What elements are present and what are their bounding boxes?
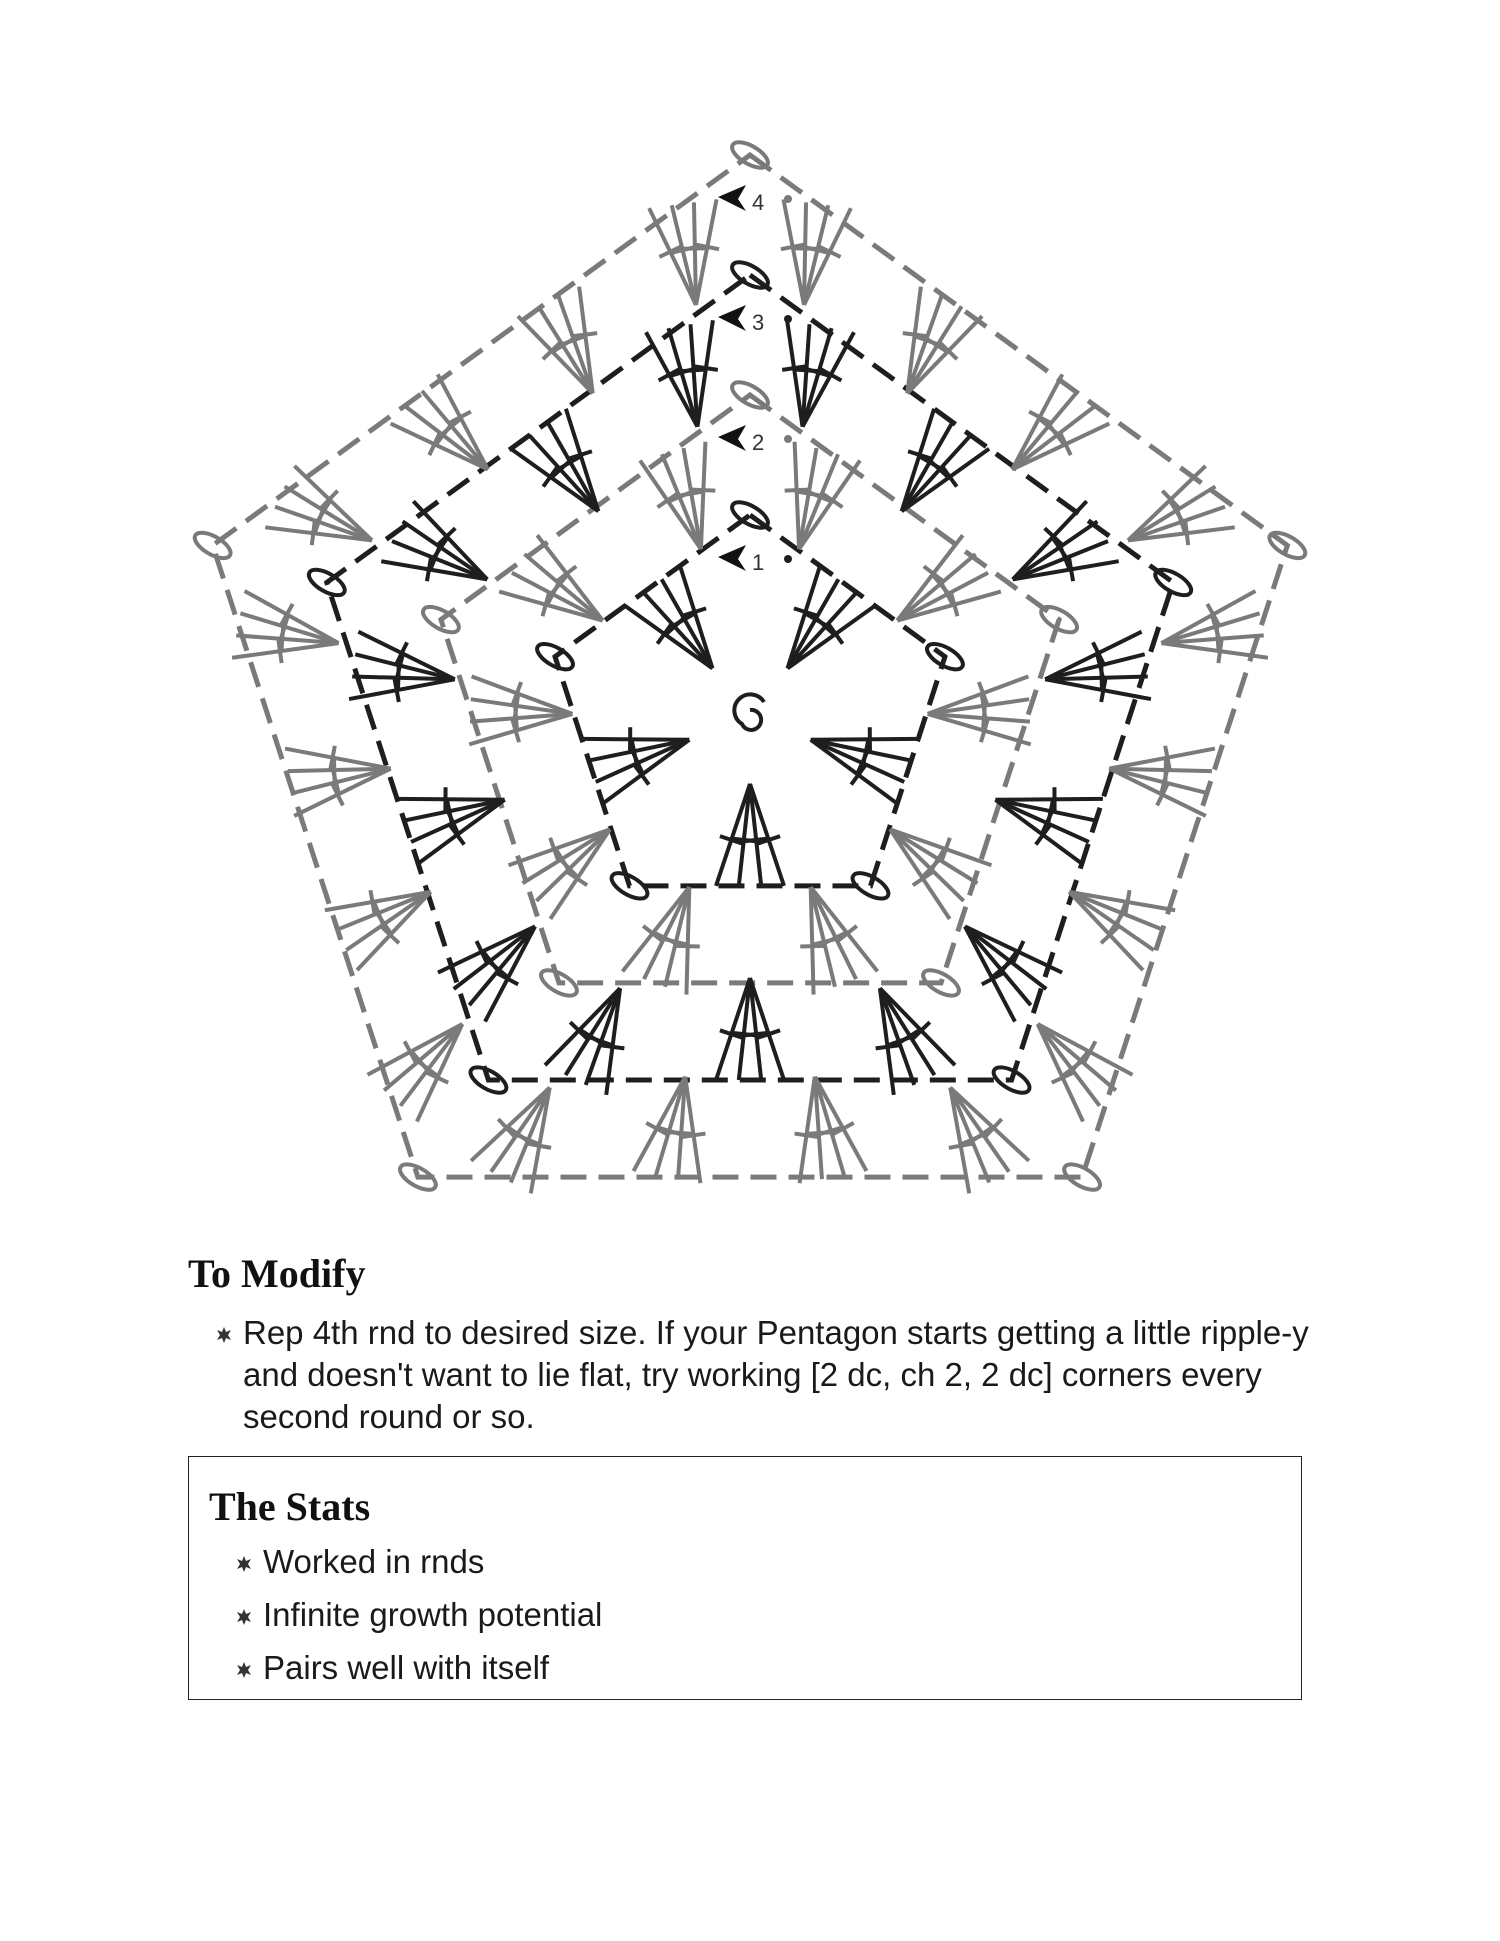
- stitch-line: [880, 988, 955, 1065]
- stitch-crossbar: [334, 758, 335, 782]
- stitch-line: [1045, 679, 1151, 699]
- stitch-crossbar: [800, 946, 824, 947]
- stitch-line: [907, 316, 982, 393]
- stitch-line: [518, 316, 593, 393]
- list-item: [235, 1541, 602, 1583]
- stitch-line: [1109, 769, 1206, 816]
- stitch-line: [1012, 374, 1062, 469]
- stitch-line: [536, 829, 610, 901]
- list-item: [235, 1647, 602, 1689]
- stitch-line: [1038, 1024, 1133, 1075]
- stitch-crossbar: [807, 1132, 831, 1134]
- stitch-line: [1012, 391, 1078, 470]
- stitch-line: [1045, 677, 1148, 680]
- stitch-line: [804, 208, 851, 305]
- stitch-line: [995, 799, 1103, 800]
- stitch-line: [902, 449, 989, 512]
- stitch-line: [1128, 466, 1206, 540]
- stitch-crossbar: [1185, 521, 1188, 545]
- stitch-crossbar: [676, 946, 700, 947]
- stats-item-text: Worked in rnds: [263, 1543, 485, 1580]
- stitch-line: [582, 739, 690, 740]
- stitch-line: [550, 829, 609, 919]
- stitch-crossbar: [903, 333, 927, 336]
- stitch-line: [1109, 749, 1215, 769]
- stitch-line: [649, 208, 696, 305]
- stitch-crossbar: [785, 490, 809, 491]
- stitch-line: [485, 926, 535, 1021]
- stitch-line: [1045, 632, 1141, 680]
- stats-box: [188, 1456, 1302, 1700]
- round-arrow-icon: [718, 185, 746, 211]
- stitch-crossbar: [573, 333, 597, 336]
- stitch-line: [800, 1077, 815, 1183]
- stitch-line: [1038, 1024, 1116, 1090]
- round-number-label: 1: [752, 550, 765, 575]
- stitch-line: [787, 320, 802, 426]
- stitch-line: [965, 926, 1031, 1005]
- chain-loop: [1151, 565, 1195, 601]
- slip-stitch-dot: [784, 315, 792, 323]
- to-modify-list: [215, 1312, 1325, 1438]
- stitch-crossbar: [682, 370, 706, 372]
- stitch-line: [890, 829, 964, 901]
- round-outline: [441, 395, 1059, 983]
- round-arrow-icon: [718, 545, 746, 571]
- stitch-crossbar: [1069, 558, 1073, 582]
- stitch-crossbar: [1101, 666, 1102, 690]
- stitch-line: [697, 320, 712, 426]
- stitch-line: [511, 449, 598, 512]
- stitch-crossbar: [691, 490, 715, 491]
- stitch-crossbar: [312, 521, 315, 545]
- stitch-line: [232, 643, 339, 658]
- round-arrow-icon: [718, 305, 746, 331]
- stitch-line: [694, 202, 696, 305]
- stitch-line: [422, 391, 488, 470]
- modify-item-text: Rep 4th rnd to desired size. If your Pentagon starts getting a little ripple-y and doesn't want to lie flat, try working [2 dc, ch 2, 2 dc] corners every second round or so.: [243, 1314, 1309, 1435]
- stitch-line: [890, 829, 949, 919]
- round-arrow-icon: [718, 425, 746, 451]
- stitch-line: [897, 535, 962, 620]
- chain-loop: [1060, 1159, 1104, 1195]
- stitch-line: [294, 769, 391, 816]
- magic-ring-icon: [734, 694, 764, 730]
- slip-stitch-dot: [784, 195, 792, 203]
- to-modify-title: To Modify: [188, 1251, 366, 1296]
- stitch-crossbar: [680, 492, 704, 496]
- stitch-crossbar: [601, 1045, 625, 1048]
- stitch-line: [469, 926, 535, 1005]
- stats-title: The Stats: [209, 1484, 371, 1529]
- stitch-line: [384, 1024, 462, 1090]
- stitch-line: [537, 535, 602, 620]
- bullet-icon: [235, 1608, 253, 1626]
- bullet-icon: [235, 1661, 253, 1679]
- stitch-line: [285, 749, 391, 769]
- stitch-crossbar: [447, 799, 452, 822]
- stitch-line: [397, 799, 505, 800]
- stitch-line: [368, 1024, 463, 1075]
- stitch-crossbar: [370, 890, 374, 914]
- slip-stitch-dot: [784, 435, 792, 443]
- stitch-line: [438, 374, 488, 469]
- stitch-line: [788, 606, 875, 669]
- stitch-line: [783, 199, 804, 305]
- stitch-line: [288, 769, 391, 772]
- stitch-crossbar: [1217, 627, 1219, 651]
- stats-item-text: Pairs well with itself: [263, 1649, 550, 1686]
- stitch-line: [349, 679, 455, 699]
- stitch-crossbar: [949, 1144, 973, 1148]
- round-number-label: 4: [752, 190, 765, 215]
- bullet-icon: [215, 1326, 233, 1344]
- stitch-line: [625, 606, 712, 669]
- round-number-label: 2: [752, 430, 765, 455]
- round-outline: [555, 515, 945, 886]
- list-item: [235, 1594, 602, 1636]
- round-number-label: 3: [752, 310, 765, 335]
- stitch-line: [545, 988, 620, 1065]
- stitch-line: [701, 442, 706, 549]
- stitch-line: [358, 632, 454, 680]
- stats-item-text: Infinite growth potential: [263, 1596, 603, 1633]
- stitch-crossbar: [876, 1045, 900, 1048]
- stitch-line: [811, 739, 919, 740]
- stitch-line: [685, 1077, 700, 1183]
- bullet-icon: [235, 1555, 253, 1573]
- stitch-line: [965, 926, 1015, 1021]
- round-outline: [213, 155, 1288, 1177]
- stitch-line: [696, 199, 717, 305]
- list-item: [215, 1312, 1325, 1438]
- stats-list: [235, 1541, 602, 1700]
- slip-stitch-dot: [784, 555, 792, 563]
- stitch-line: [294, 466, 372, 540]
- stitch-line: [795, 442, 800, 549]
- stitch-crossbar: [632, 739, 637, 762]
